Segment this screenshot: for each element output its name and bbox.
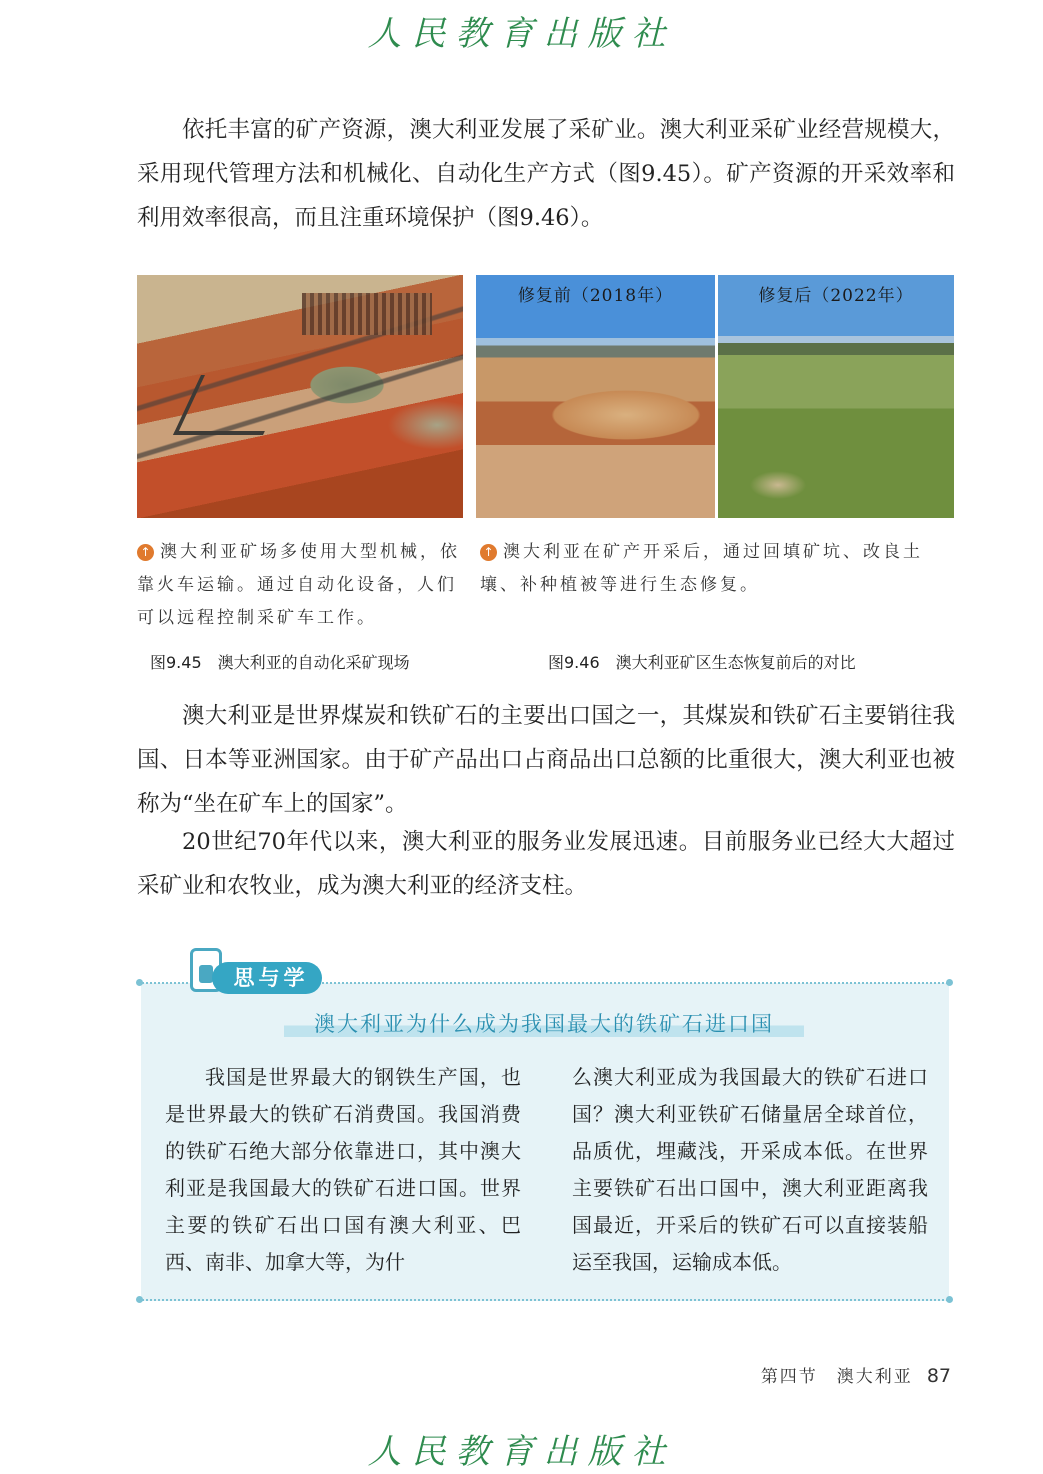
figure-9-46-caption <box>480 536 956 602</box>
page-number: 87 <box>926 1365 951 1387</box>
figure-9-45-caption-text: 澳大利亚矿场多使用大型机械，依靠火车运输。通过自动化设备，人们可以远程控制采矿车工作。 <box>137 542 460 628</box>
border-dot <box>136 1296 143 1303</box>
figure-9-45-title: 图9.45 澳大利亚的自动化采矿现场 <box>150 653 410 672</box>
figure-9-46-before-photo <box>476 275 715 518</box>
publisher-footer: 人民教育出版社 <box>367 1432 676 1472</box>
think-text-left: 我国是世界最大的钢铁生产国，也是世界最大的铁矿石消费国。我国消费的铁矿石绝大部分依靠进口，其中澳大利亚是我国最大的铁矿石进口国。世界主要的铁矿石出口国有澳大利亚、巴西、南非、加拿大等，为什 <box>165 1065 521 1274</box>
think-text-right: 么澳大利亚成为我国最大的铁矿石进口国？澳大利亚铁矿石储量居全球首位，品质优，埋藏浅，开采成本低。在世界主要铁矿石出口国中，澳大利亚距离我国最近，开采后的铁矿石可以直接装船运至我国，运输成本低。 <box>572 1065 928 1274</box>
publisher-header: 人民教育出版社 <box>367 14 676 54</box>
border-dot <box>946 1296 953 1303</box>
border-dot <box>946 979 953 986</box>
after-label: 修复后（2022年） <box>758 286 914 306</box>
figure-9-46-caption-text: 澳大利亚在矿产开采后，通过回填矿坑、改良土壤、补种植被等进行生态修复。 <box>480 542 923 595</box>
figure-9-45-caption <box>137 536 463 635</box>
think-badge <box>190 948 330 998</box>
body-paragraph-3: 20世纪70年代以来，澳大利亚的服务业发展迅速。目前服务业已经大大超过采矿业和农牧业，成为澳大利亚的经济支柱。 <box>137 829 955 899</box>
box-bottom-border <box>139 1299 951 1301</box>
body-paragraph-1: 依托丰富的矿产资源，澳大利亚发展了采矿业。澳大利亚采矿业经营规模大，采用现代管理方法和机械化、自动化生产方式（图9.45）。矿产资源的开采效率和利用效率很高，而且注重环境保护（图9.46）。 <box>137 117 955 231</box>
before-label: 修复前（2018年） <box>517 286 674 306</box>
up-arrow-icon: ↑ <box>480 544 497 561</box>
up-arrow-icon: ↑ <box>137 544 154 561</box>
think-badge-label: 思与学 <box>212 962 322 994</box>
page-footer <box>761 1362 951 1387</box>
mine-structure <box>302 293 432 335</box>
think-question: 澳大利亚为什么成为我国最大的铁矿石进口国 <box>284 1008 804 1040</box>
border-dot <box>136 979 143 986</box>
figure-9-46-title: 图9.46 澳大利亚矿区生态恢复前后的对比 <box>548 653 856 672</box>
body-paragraph-2: 澳大利亚是世界煤炭和铁矿石的主要出口国之一，其煤炭和铁矿石主要销往我国、日本等亚洲国家。由于矿产品出口占商品出口总额的比重很大，澳大利亚也被称为“坐在矿车上的国家”。 <box>137 703 955 817</box>
reclaimer-machine <box>173 375 291 435</box>
section-name: 第四节 澳大利亚 <box>760 1367 913 1387</box>
figure-9-46-after-photo <box>718 275 954 518</box>
figure-9-45-photo <box>137 275 463 518</box>
